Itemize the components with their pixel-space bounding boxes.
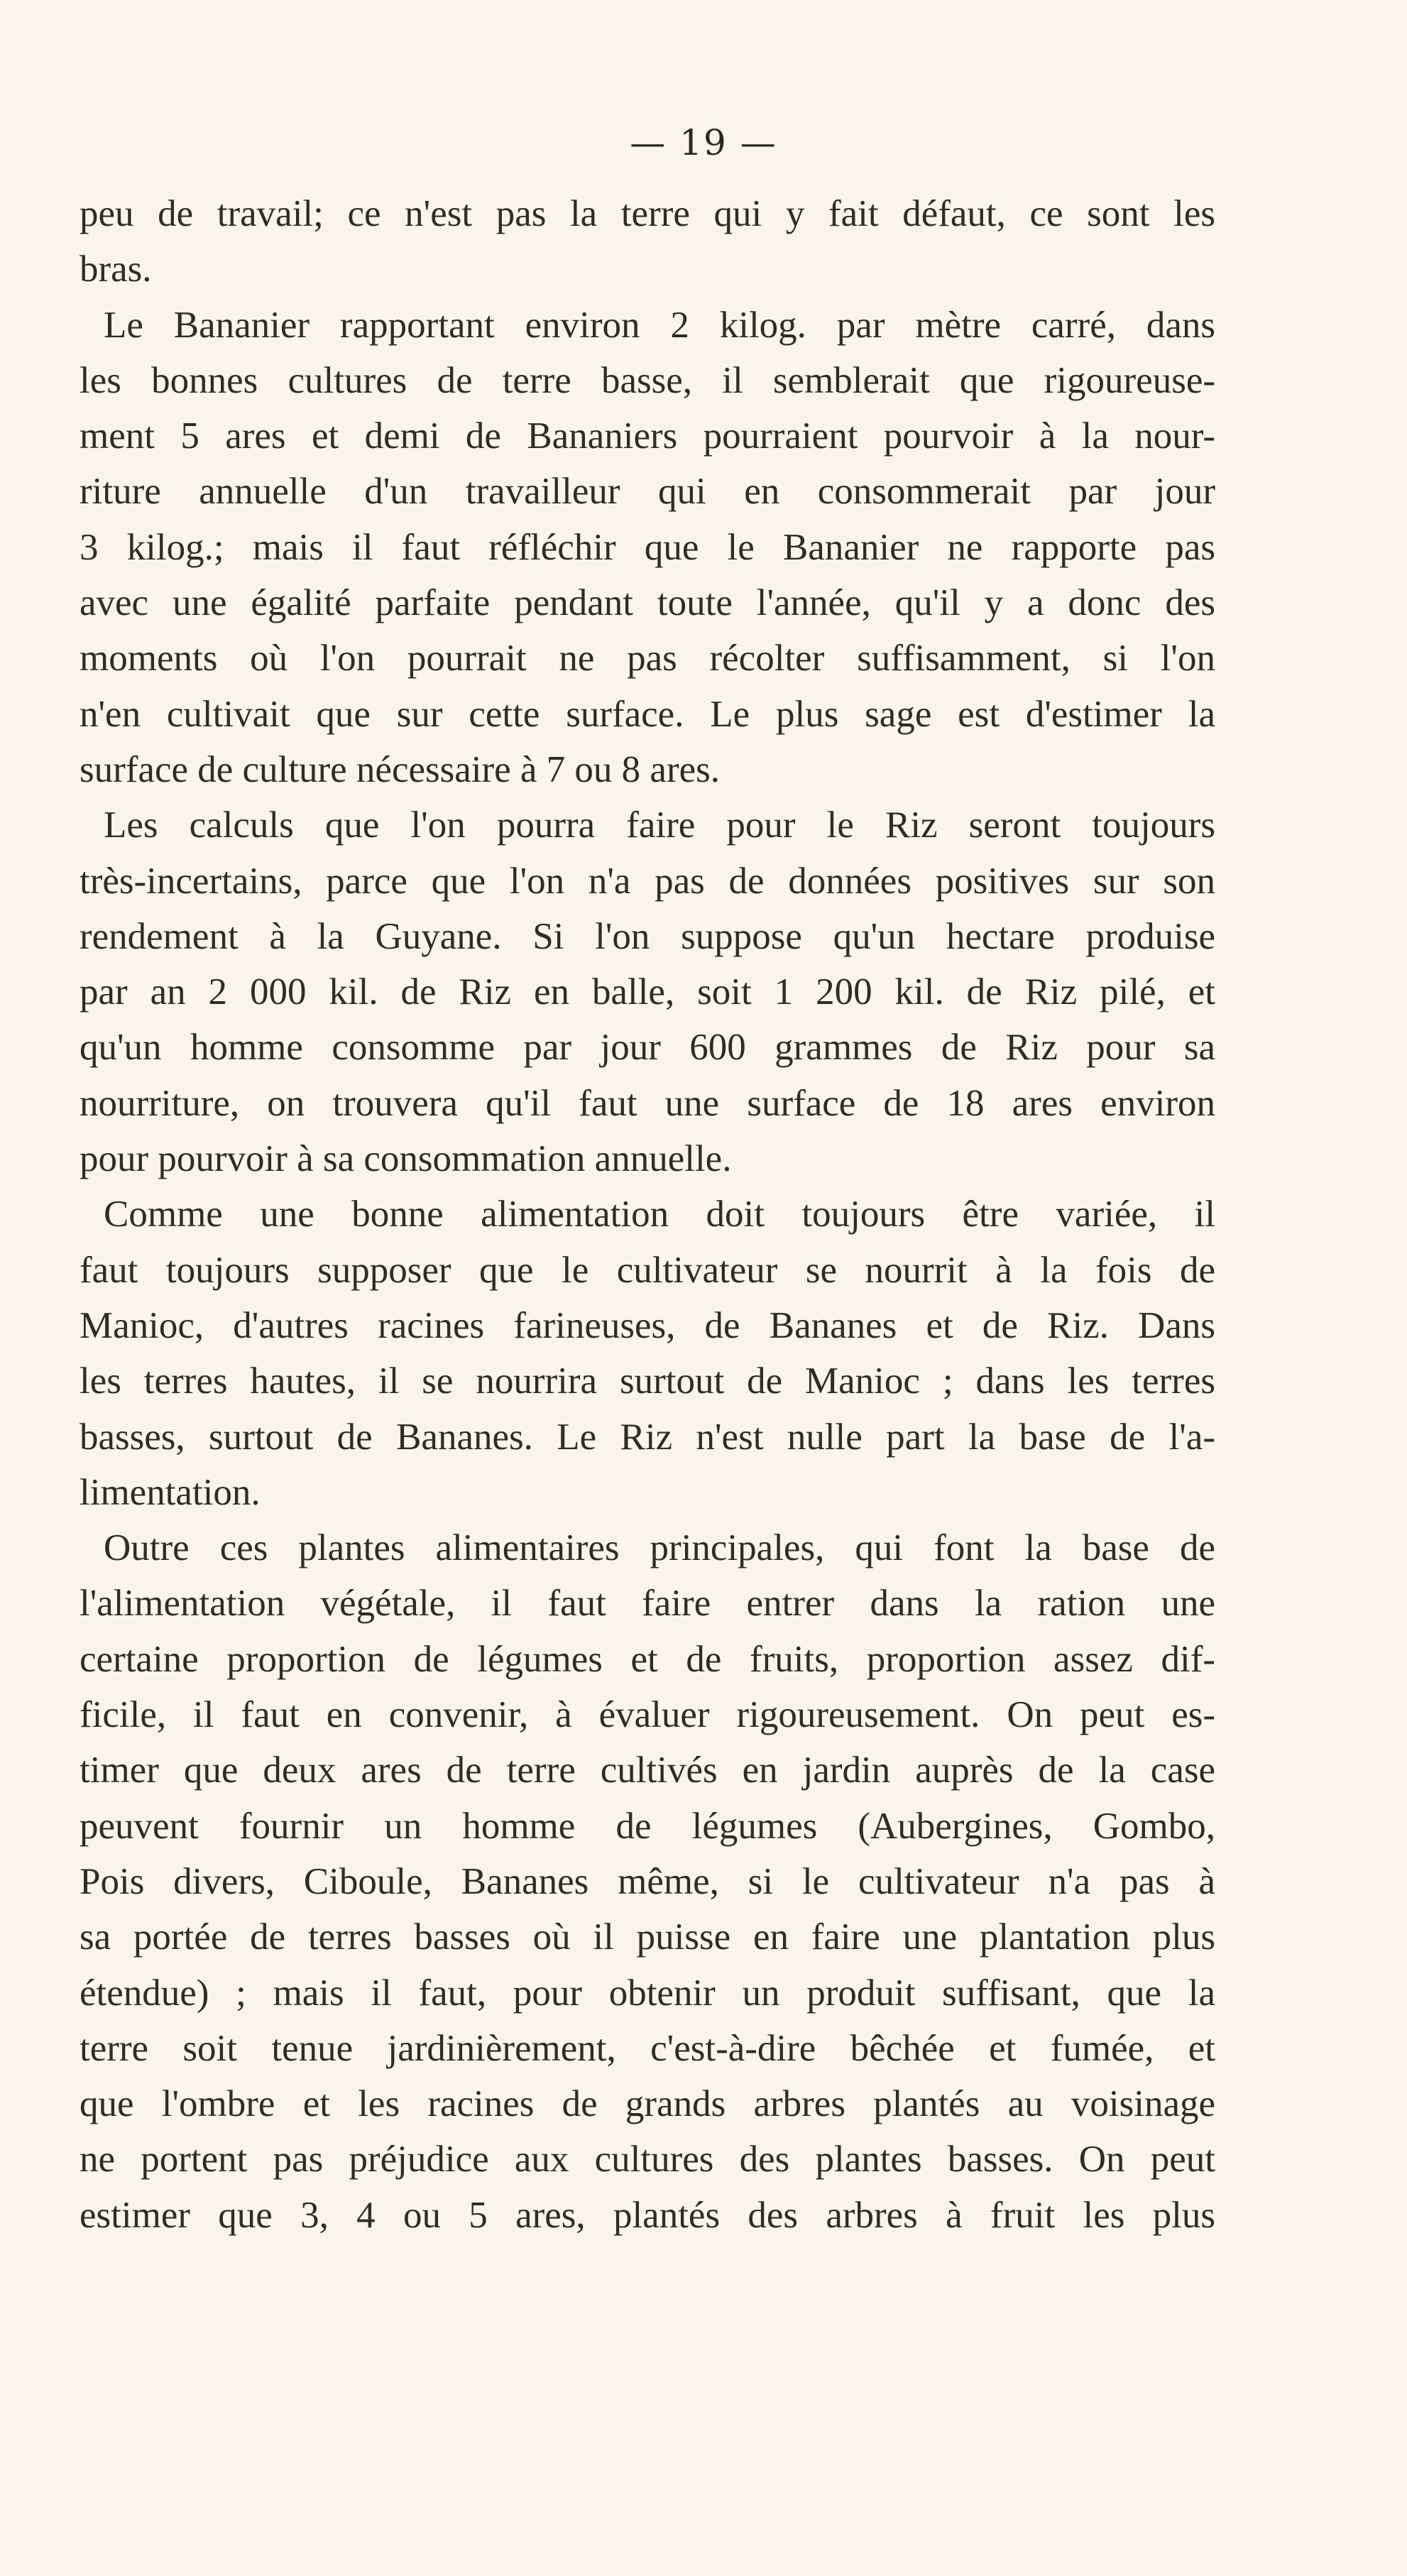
text-line: rendement à la Guyane. Si l'on suppose qu'un hectare produise <box>80 915 1215 957</box>
text-line: timer que deux ares de terre cultivés en jardin auprès de la case <box>80 1750 1215 1791</box>
text-line: n'en cultivait que sur cette surface. Le plus sage est d'estimer la <box>80 693 1215 735</box>
text-line: Outre ces plantes alimentaires principales, qui font la base de <box>104 1527 1215 1569</box>
text-line: les bonnes cultures de terre basse, il semblerait que rigoureuse- <box>80 359 1215 401</box>
text-line: limentation. <box>80 1471 261 1513</box>
text-line: avec une égalité parfaite pendant toute l'année, qu'il y a donc des <box>80 582 1215 624</box>
text-line: certaine proportion de légumes et de fruits, proportion assez dif- <box>80 1638 1215 1680</box>
text-line: ment 5 ares et demi de Bananiers pourraient pourvoir à la nour- <box>80 415 1215 457</box>
text-line: 3 kilog.; mais il faut réfléchir que le Bananier ne rapporte pas <box>80 526 1215 568</box>
text-line: peu de travail; ce n'est pas la terre qui y fait défaut, ce sont les <box>80 193 1215 234</box>
text-line: ficile, il faut en convenir, à évaluer rigoureusement. On peut es- <box>80 1694 1215 1736</box>
text-line: Les calculs que l'on pourra faire pour le Riz seront toujours <box>104 804 1215 846</box>
text-line: les terres hautes, il se nourrira surtout de Manioc ; dans les terres <box>80 1360 1215 1402</box>
text-line: pour pourvoir à sa consommation annuelle. <box>80 1138 732 1180</box>
text-line: terre soit tenue jardinièrement, c'est-à-dire bêchée et fumée, et <box>80 2027 1215 2069</box>
text-line: très-incertains, parce que l'on n'a pas de données positives sur son <box>80 860 1215 902</box>
text-line: moments où l'on pourrait ne pas récolter suffisamment, si l'on <box>80 638 1215 680</box>
page-number: — 19 — <box>630 122 777 163</box>
text-line: sa portée de terres basses où il puisse en faire une plantation plus <box>80 1916 1215 1958</box>
text-line: Manioc, d'autres racines farineuses, de Bananes et de Riz. Dans <box>80 1304 1215 1346</box>
text-line: qu'un homme consomme par jour 600 grammes de Riz pour sa <box>80 1027 1215 1069</box>
text-line: basses, surtout de Bananes. Le Riz n'est nulle part la base de l'a- <box>80 1416 1215 1458</box>
text-line: ne portent pas préjudice aux cultures des plantes basses. On peut <box>80 2139 1215 2181</box>
text-line: l'alimentation végétale, il faut faire entrer dans la ration une <box>80 1583 1215 1625</box>
text-line: surface de culture nécessaire à 7 ou 8 ares. <box>80 748 721 790</box>
text-line: riture annuelle d'un travailleur qui en consommerait par jour <box>80 471 1215 513</box>
text-line: bras. <box>80 249 152 290</box>
text-line: Comme une bonne alimentation doit toujours être variée, il <box>104 1194 1215 1235</box>
text-line: peuvent fournir un homme de légumes (Aubergines, Gombo, <box>80 1805 1215 1847</box>
text-line: étendue) ; mais il faut, pour obtenir un produit suffisant, que la <box>80 1972 1215 2014</box>
text-line: Pois divers, Ciboule, Bananes même, si le cultivateur n'a pas à <box>80 1860 1215 1902</box>
text-line: par an 2 000 kil. de Riz en balle, soit 1 200 kil. de Riz pilé, et <box>80 971 1215 1013</box>
text-line: Le Bananier rapportant environ 2 kilog. par mètre carré, dans <box>104 304 1215 346</box>
text-line: estimer que 3, 4 ou 5 ares, plantés des arbres à fruit les plus <box>80 2194 1215 2236</box>
text-line: nourriture, on trouvera qu'il faut une surface de 18 ares environ <box>80 1082 1215 1124</box>
text-line: que l'ombre et les racines de grands arbres plantés au voisinage <box>80 2083 1215 2125</box>
body-text <box>80 186 1215 2243</box>
text-line: faut toujours supposer que le cultivateur se nourrit à la fois de <box>80 1249 1215 1291</box>
